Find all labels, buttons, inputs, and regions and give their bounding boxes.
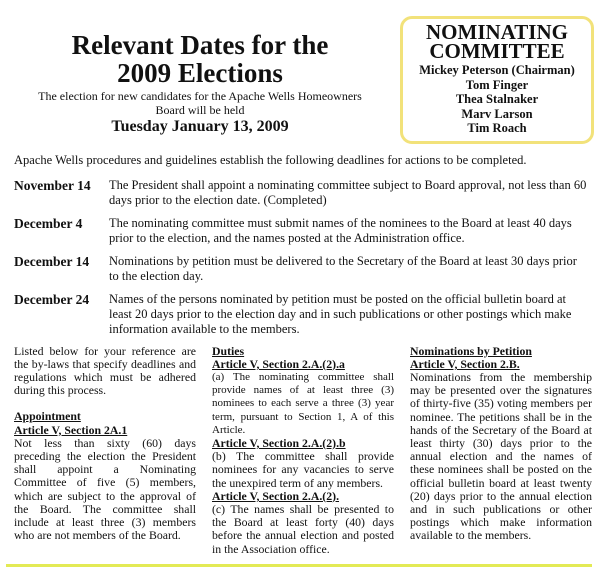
article-heading: Article V, Section 2A.1 (14, 422, 128, 437)
title-line-2: 2009 Elections (117, 58, 283, 88)
article-text: Not less than sixty (60) days preceding the election the President shall appoint a Nominating Committee of five (5) members, which are subject to the approval of the Board. The committee shall include at least three (3) members who are not members of the Board. (14, 435, 196, 543)
deadline-item (14, 216, 594, 246)
deadline-list (14, 178, 594, 337)
section-heading: Duties (212, 343, 245, 358)
committee-member: Thea Stalnaker (455, 92, 539, 106)
subtitle-line-2: Board will be held (155, 103, 245, 117)
subtitle (6, 89, 394, 117)
article-heading: Article V, Section 2.A.(2).a (212, 356, 345, 371)
column-duties (212, 345, 394, 556)
page-title (6, 14, 394, 87)
header (6, 14, 394, 136)
election-date: Tuesday January 13, 2009 (111, 118, 289, 135)
deadline-date: December 24 (14, 291, 90, 307)
title-line-1: Relevant Dates for the (71, 30, 329, 60)
committee-title (403, 20, 591, 63)
bylaw-columns (14, 345, 592, 556)
deadline-text: Names of the persons nominated by petition must be posted on the official bulletin board at least 20 days prior to the election day and in such publications or other postings which make information available to the members. (109, 291, 572, 336)
deadline-text: The President shall appoint a nominating committee subject to Board approval, not less than 60 days prior to the election date. (Completed) (109, 177, 587, 207)
subtitle-line-1: The election for new candidates for the Apache Wells Homeowners (38, 89, 362, 103)
top-row (6, 0, 594, 144)
article-heading: Article V, Section 2.B. (410, 356, 520, 371)
committee-members (403, 63, 591, 136)
article-text: (b) The committee shall provide nominees for any vacancies to serve the unexpired term of any members. (212, 449, 394, 490)
deadline-item (14, 254, 594, 284)
section-heading: Nominations by Petition (410, 343, 532, 358)
article-heading: Article V, Section 2.A.(2).b (212, 435, 346, 450)
deadline-date: December 14 (14, 253, 90, 269)
bottom-divider (6, 564, 592, 567)
committee-title-line-2: COMMITTEE (429, 39, 565, 63)
deadline-item (14, 292, 594, 337)
nominating-committee-box (400, 16, 594, 144)
deadline-text: The nominating committee must submit names of the nominees to the Board at least 40 days prior to the election, and the names posted at the Administration office. (109, 215, 572, 245)
committee-member: Marv Larson (461, 106, 533, 121)
column-appointment (14, 345, 196, 543)
bylaw-intro: Listed below for your reference are the by-laws that specify deadlines and regulations which must be adhered during this process. (14, 343, 196, 398)
column-petition (410, 345, 592, 543)
committee-title-line-1: NOMINATING (426, 20, 568, 44)
deadline-date: December 4 (14, 215, 83, 231)
article-text: (c) The names shall be presented to the Board at least forty (40) days before the annual election and posted in the Association office. (212, 501, 394, 556)
committee-member: Tim Roach (467, 121, 527, 135)
deadline-date: November 14 (14, 177, 91, 193)
article-heading: Article V, Section 2.A.(2). (212, 488, 340, 503)
committee-member: Tom Finger (465, 77, 529, 92)
section-heading: Appointment (14, 409, 81, 424)
article-text: Nominations from the membership may be presented over the signatures of thirty-five (35) voting members per nominee. The petitions shall be in the hands of the Secretary of the Board at least thirty (30) days prior to the annual election and the names of these nominees shall be posted on the official bulletin board at least twenty (20) days prior to the annual election and in such publications or other postings which make information available to the members. (410, 369, 592, 543)
deadline-text: Nominations by petition must be delivered to the Secretary of the Board at least 30 days prior to the election day. (109, 253, 577, 283)
deadline-item (14, 178, 594, 208)
article-text: (a) The nominating committee shall provide names of at least three (3) nominees to each serve a three (3) year term, pursuant to Section 1, A of this Article. (212, 370, 394, 436)
intro-text: Apache Wells procedures and guidelines establish the following deadlines for actions to be completed. (14, 152, 527, 167)
committee-member: Mickey Peterson (Chairman) (419, 63, 575, 77)
